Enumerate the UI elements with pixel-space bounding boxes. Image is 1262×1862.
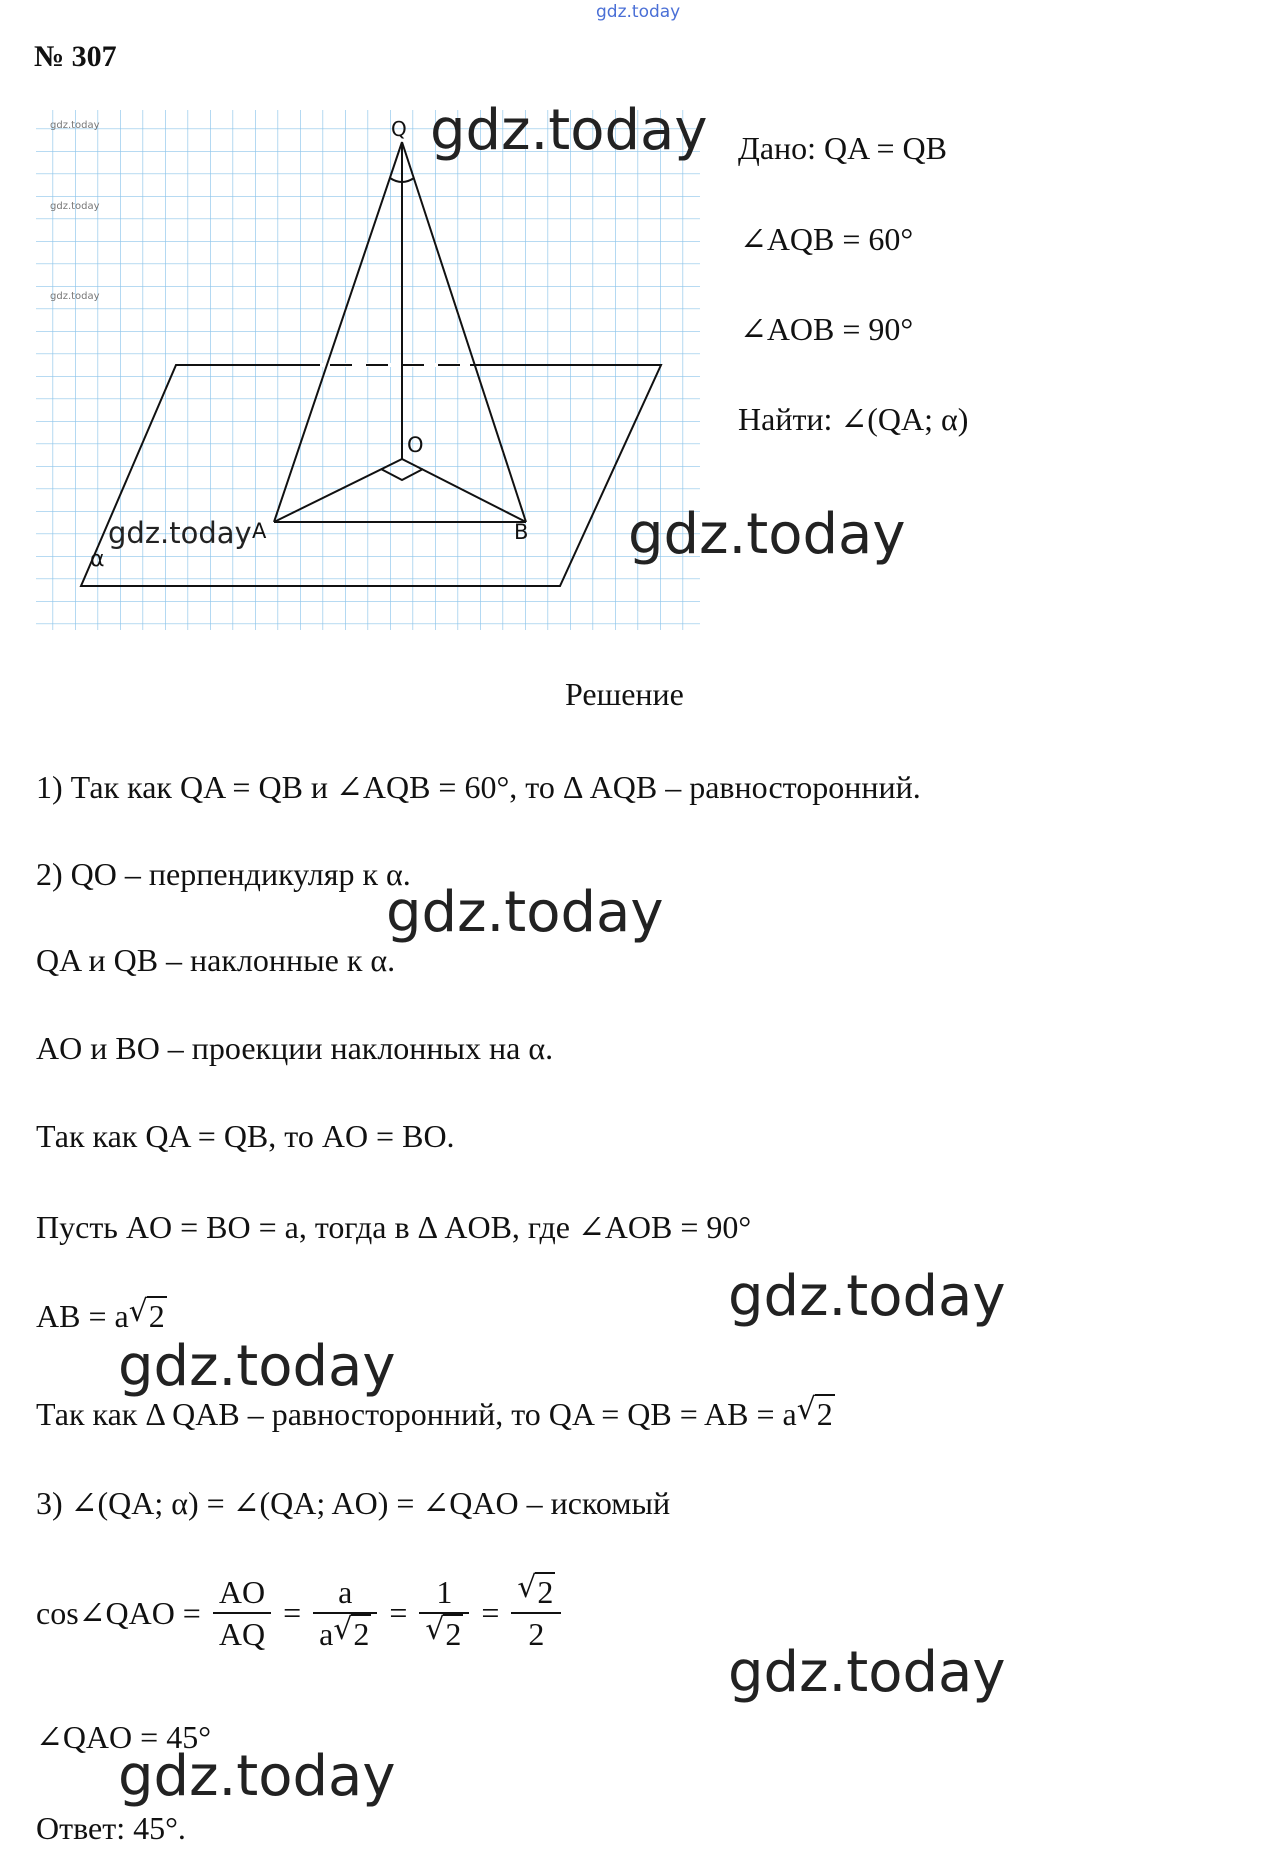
solution-line-6: Пусть AO = BO = a, тогда в Δ AOB, где ∠AOB = 90° <box>36 1209 752 1245</box>
equals-sign: = <box>481 1594 500 1631</box>
equals-sign: = <box>389 1594 408 1631</box>
solution-line-9: 3) ∠(QA; α) = ∠(QA; AO) = ∠QAO – искомый <box>36 1485 671 1521</box>
figure-watermark-2: gdz.today <box>50 201 100 212</box>
watermark-gdz-2: gdz.today <box>628 502 906 567</box>
label-o: O <box>407 433 424 457</box>
solution-line-5: Так как QA = QB, то AO = BO. <box>36 1118 455 1154</box>
watermark-gdz-7: gdz.today <box>118 1744 396 1809</box>
solution-line-8 <box>36 1396 835 1433</box>
label-b: B <box>514 520 529 544</box>
solution-line-2: 2) QO – перпендикуляр к α. <box>36 856 411 892</box>
fraction-a-asqrt2: $\frac{a}{a√ 2}$ <box>313 1572 377 1654</box>
watermark-gdz-4: gdz.today <box>728 1264 1006 1329</box>
figure-watermark-4: gdz.today <box>108 516 252 550</box>
grid-background <box>36 110 700 630</box>
sqrt-2: √ 2 <box>797 1396 835 1433</box>
figure-watermark-3: gdz.today <box>50 291 100 302</box>
label-a: A <box>252 519 267 543</box>
watermark-gdz-3: gdz.today <box>386 880 664 945</box>
label-q: Q <box>391 117 407 141</box>
equals-sign: = <box>283 1594 302 1631</box>
cos-lhs: cos∠QAO = <box>36 1595 201 1631</box>
solution-line-3: QA и QB – наклонные к α. <box>36 942 396 978</box>
solution-line-4: AO и BO – проекции наклонных на α. <box>36 1030 554 1066</box>
label-alpha: α <box>90 547 105 572</box>
geometry-figure <box>30 106 700 636</box>
sqrt-2: √ 2 <box>129 1298 167 1335</box>
figure-watermark-1: gdz.today <box>50 120 100 131</box>
fraction-ao-aq: $\frac{AO}{AQ}$ <box>213 1572 271 1654</box>
ab-prefix: AB = a <box>36 1298 129 1334</box>
solution-line-1: 1) Так как QA = QB и ∠AQB = 60°, то Δ AQB – равносторонний. <box>36 769 921 805</box>
problem-number: № 307 <box>34 40 117 73</box>
answer-line: Ответ: 45°. <box>36 1810 186 1846</box>
equilateral-prefix: Так как Δ QAB – равносторонний, то QA = QB = AB = a <box>36 1396 797 1432</box>
solution-line-7 <box>36 1298 167 1335</box>
given-angle-aob: ∠AOB = 90° <box>740 311 914 347</box>
watermark-gdz-6: gdz.today <box>728 1640 1006 1705</box>
site-header-mark[interactable]: gdz.today <box>596 2 681 22</box>
fraction-1-sqrt2: 1 √ 2 <box>419 1572 469 1654</box>
result-line: ∠QAO = 45° <box>36 1719 211 1755</box>
fraction-sqrt2-2: √ $\frac{2}{2}$ <box>511 1572 561 1654</box>
watermark-gdz-1: gdz.today <box>430 98 708 163</box>
given-title: Дано: QA = QB <box>738 130 947 166</box>
cosine-equation <box>36 1572 565 1654</box>
solution-heading: Решение <box>565 676 684 712</box>
find-label: Найти: ∠(QA; α) <box>738 401 969 437</box>
given-angle-aqb: ∠AQB = 60° <box>740 221 914 257</box>
watermark-gdz-5: gdz.today <box>118 1334 396 1399</box>
